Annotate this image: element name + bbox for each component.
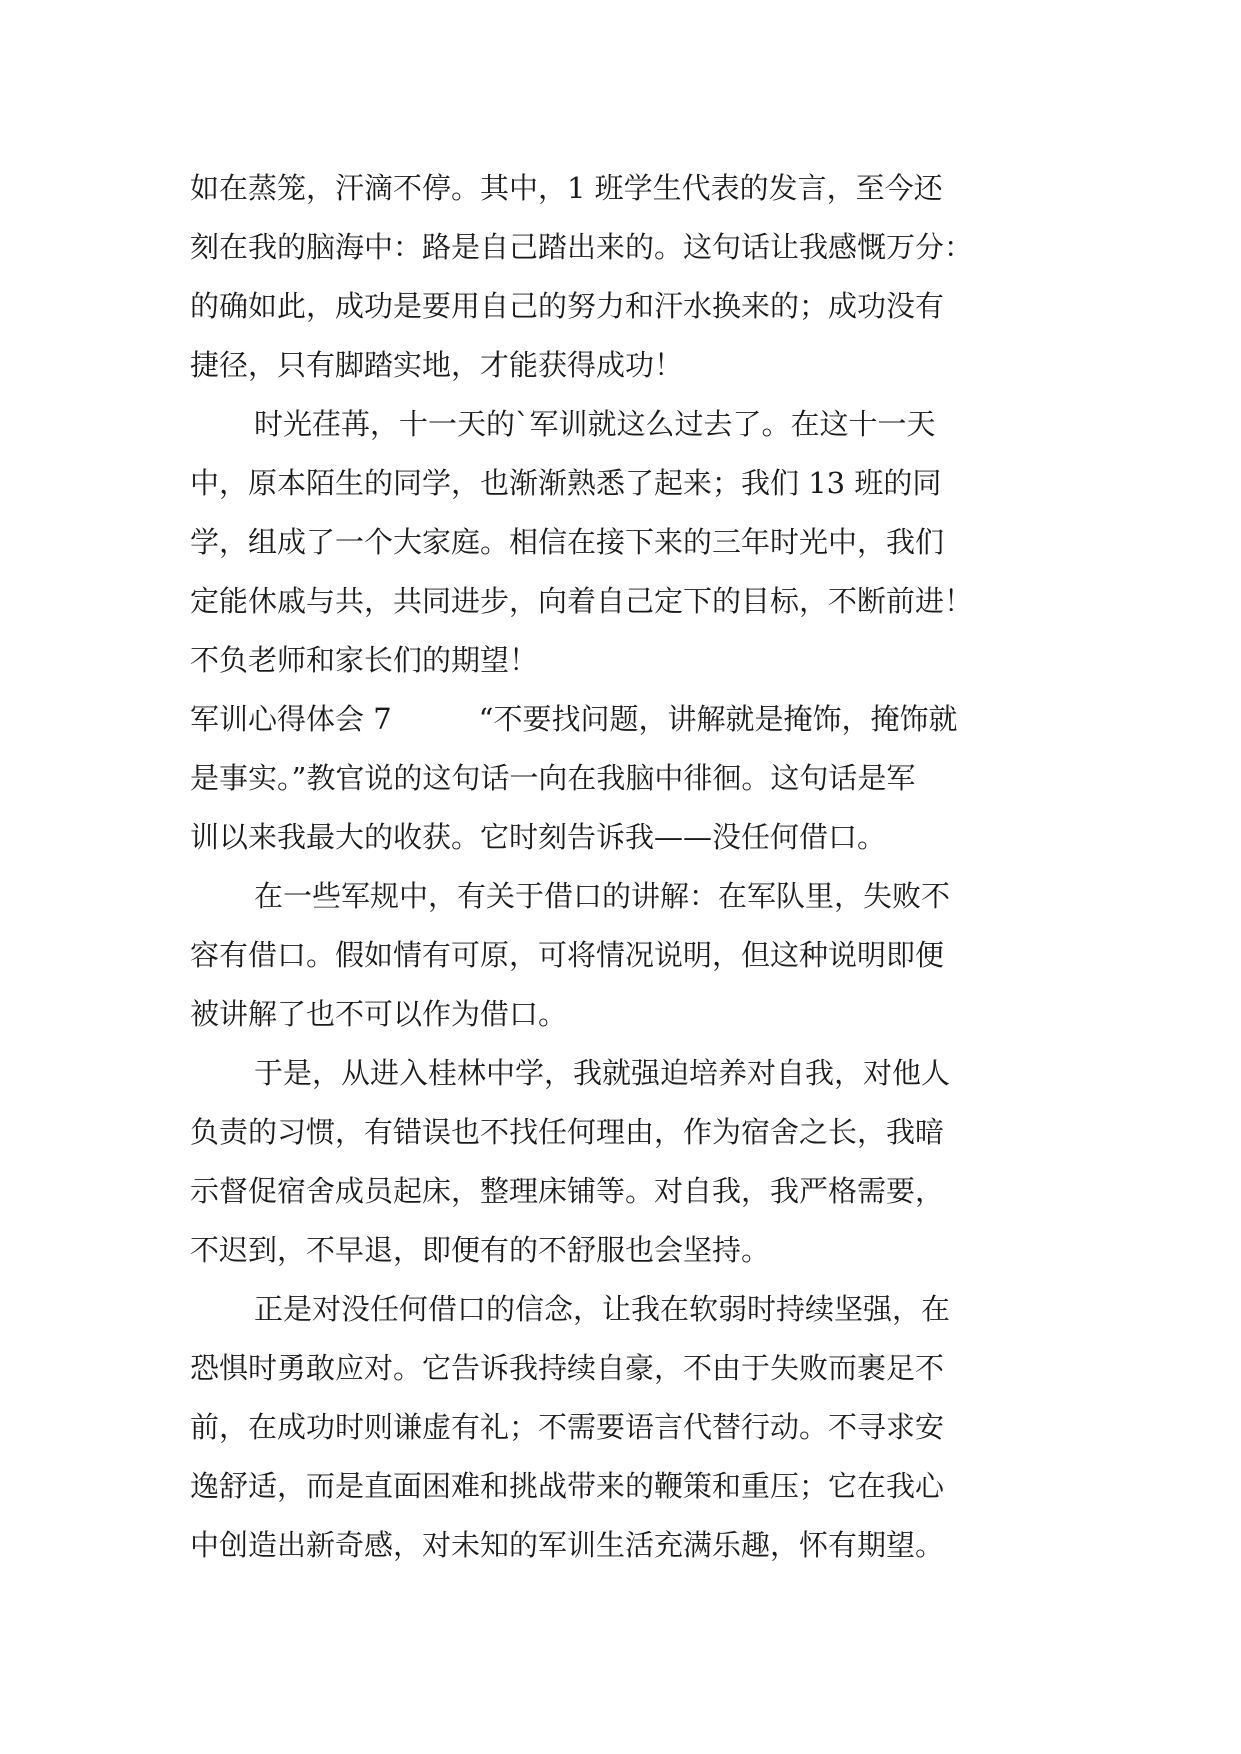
text-line: 学，组成了一个大家庭。相信在接下来的三年时光中，我们 [190,525,945,559]
text-line: 刻在我的脑海中：路是自己踏出来的。这句话让我感慨万分： [190,230,974,264]
text-line: 定能休戚与共，共同进步，向着自己定下的目标，不断前进！ [190,584,974,618]
text-line: 的确如此，成功是要用自己的努力和汗水换来的；成功没有 [190,289,945,323]
text-line: 不迟到，不早退，即便有的不舒服也会坚持。 [190,1233,771,1267]
text-line: 负责的习惯，有错误也不找任何理由，作为宿舍之长，我暗 [190,1115,945,1149]
text-line: 中创造出新奇感，对未知的军训生活充满乐趣，怀有期望。 [190,1528,945,1562]
text-line: 容有借口。假如情有可原，可将情况说明，但这种说明即便 [190,938,945,972]
text-line: 如在蒸笼，汗滴不停。其中，1 班学生代表的发言，至今还 [190,171,943,205]
text-line: 恐惧时勇敢应对。它告诉我持续自豪，不由于失败而裹足不 [190,1351,945,1385]
text-line: 被讲解了也不可以作为借口。 [190,997,568,1031]
section-heading-line: 军训心得体会 7 “不要找问题，讲解就是掩饰，掩饰就 [190,702,958,736]
paragraph-start-line: 于是，从进入桂林中学，我就强迫培养对自我，对他人 [254,1056,951,1090]
text-line: 不负老师和家长们的期望！ [190,643,539,677]
paragraph-start-line: 时光荏苒，十一天的`军训就这么过去了。在这十一天 [254,407,936,441]
text-line: 捷径，只有脚踏实地，才能获得成功！ [190,348,684,382]
text-line: 前，在成功时则谦虚有礼；不需要语言代替行动。不寻求安 [190,1410,945,1444]
text-line: 训以来我最大的收获。它时刻告诉我——没任何借口。 [190,820,887,854]
paragraph-start-line: 正是对没任何借口的信念，让我在软弱时持续坚强，在 [254,1292,951,1326]
text-line: 是事实。”教官说的这句话一向在我脑中徘徊。这句话是军 [190,761,916,795]
text-line: 逸舒适，而是直面困难和挑战带来的鞭策和重压；它在我心 [190,1469,945,1503]
paragraph-start-line: 在一些军规中，有关于借口的讲解：在军队里，失败不 [254,879,951,913]
document-body [190,159,1080,1575]
text-line: 示督促宿舍成员起床，整理床铺等。对自我，我严格需要， [190,1174,945,1208]
text-line: 中，原本陌生的同学，也渐渐熟悉了起来；我们 13 班的同 [190,466,942,500]
